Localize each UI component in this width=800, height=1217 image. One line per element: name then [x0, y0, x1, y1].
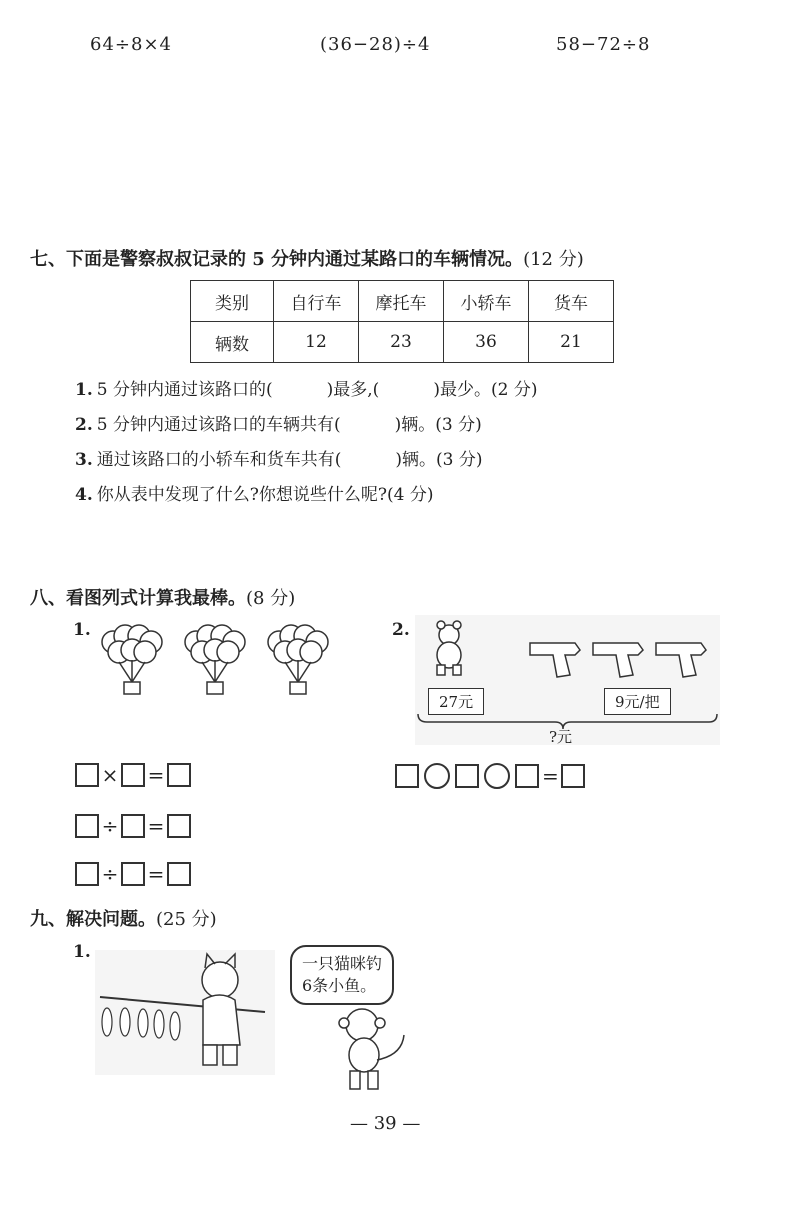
- speech-line-2: 6条小鱼。: [302, 976, 377, 995]
- section9-heading: 九、解决问题。: [30, 909, 156, 930]
- cat-with-fish-illustration: [95, 950, 275, 1075]
- table-cell: 12: [274, 322, 359, 363]
- vehicle-table: [190, 280, 614, 363]
- item-number: 1.: [73, 942, 91, 962]
- operator: =: [147, 862, 165, 886]
- answer-box[interactable]: [167, 862, 191, 886]
- gun-price-label: 9元/把: [604, 688, 671, 715]
- section9-points: (25 分): [156, 909, 217, 930]
- operator: ÷: [101, 862, 119, 886]
- section8-points: (8 分): [246, 588, 296, 609]
- question-number: 2.: [75, 415, 93, 435]
- answer-box[interactable]: [121, 763, 145, 787]
- answer-box[interactable]: [395, 764, 419, 788]
- question-text: 你从表中发现了什么?你想说些什么呢?(4 分): [96, 485, 434, 505]
- section8-heading: 八、看图列式计算我最棒。: [30, 588, 246, 609]
- operator: =: [147, 814, 165, 838]
- equation-row-right: [395, 763, 585, 793]
- answer-box[interactable]: [121, 814, 145, 838]
- table-cell: 36: [444, 322, 529, 363]
- section7-points: (12 分): [523, 249, 584, 270]
- table-header-row: [191, 281, 614, 322]
- operator-circle[interactable]: [424, 763, 450, 789]
- question-7-4: [75, 480, 433, 505]
- table-cell: 摩托车: [359, 281, 444, 322]
- table-cell: 23: [359, 322, 444, 363]
- question-number: 1.: [75, 380, 93, 400]
- speech-line-1: 一只猫咪钓: [302, 954, 383, 973]
- table-cell: 类别: [191, 281, 274, 322]
- answer-box[interactable]: [167, 814, 191, 838]
- question-text: 通过该路口的小轿车和货车共有( )辆。(3 分): [96, 450, 483, 470]
- equation-row-1: [75, 763, 191, 793]
- monkey-illustration: [332, 1005, 417, 1095]
- operator: ×: [101, 763, 119, 787]
- table-cell: 辆数: [191, 322, 274, 363]
- balloon-bunch-icon: [102, 625, 162, 694]
- monkey-icon: [339, 1009, 404, 1089]
- teddy-bear-icon: [437, 621, 461, 675]
- question-text: 5 分钟内通过该路口的( )最多,( )最少。(2 分): [96, 380, 538, 400]
- question-7-1: [75, 375, 537, 400]
- section8-title: [30, 584, 295, 610]
- question-number: 3.: [75, 450, 93, 470]
- speech-bubble: [290, 945, 394, 1005]
- item-number: 1.: [73, 620, 91, 640]
- expression-1: 64÷8×4: [90, 34, 172, 55]
- answer-box[interactable]: [561, 764, 585, 788]
- equation-row-3: [75, 862, 191, 892]
- expression-2: (36−28)÷4: [320, 34, 431, 55]
- page-number: — 39 —: [350, 1113, 421, 1134]
- table-cell: 自行车: [274, 281, 359, 322]
- answer-box[interactable]: [75, 814, 99, 838]
- equation-row-2: [75, 814, 191, 844]
- section9-title: [30, 905, 217, 931]
- operator: =: [541, 764, 559, 788]
- question-7-2: [75, 410, 482, 435]
- answer-box[interactable]: [455, 764, 479, 788]
- answer-box[interactable]: [75, 862, 99, 886]
- table-row: [191, 322, 614, 363]
- answer-box[interactable]: [121, 862, 145, 886]
- answer-box[interactable]: [167, 763, 191, 787]
- operator: =: [147, 763, 165, 787]
- bear-price-label: 27元: [428, 688, 484, 715]
- section7-title: [30, 245, 584, 271]
- question-number: 4.: [75, 485, 93, 505]
- question-text: 5 分钟内通过该路口的车辆共有( )辆。(3 分): [96, 415, 482, 435]
- section7-heading: 七、下面是警察叔叔记录的 5 分钟内通过某路口的车辆情况。: [30, 249, 524, 270]
- item-number: 2.: [392, 620, 410, 640]
- answer-box[interactable]: [515, 764, 539, 788]
- total-price-label: ?元: [549, 728, 573, 746]
- expression-3: 58−72÷8: [556, 34, 651, 55]
- question-7-3: [75, 445, 483, 470]
- answer-box[interactable]: [75, 763, 99, 787]
- balloon-bunches-illustration: [95, 620, 345, 705]
- balloon-bunch-icon: [185, 625, 245, 694]
- table-cell: 21: [529, 322, 614, 363]
- table-cell: 小轿车: [444, 281, 529, 322]
- operator: ÷: [101, 814, 119, 838]
- operator-circle[interactable]: [484, 763, 510, 789]
- balloon-bunch-icon: [268, 625, 328, 694]
- table-cell: 货车: [529, 281, 614, 322]
